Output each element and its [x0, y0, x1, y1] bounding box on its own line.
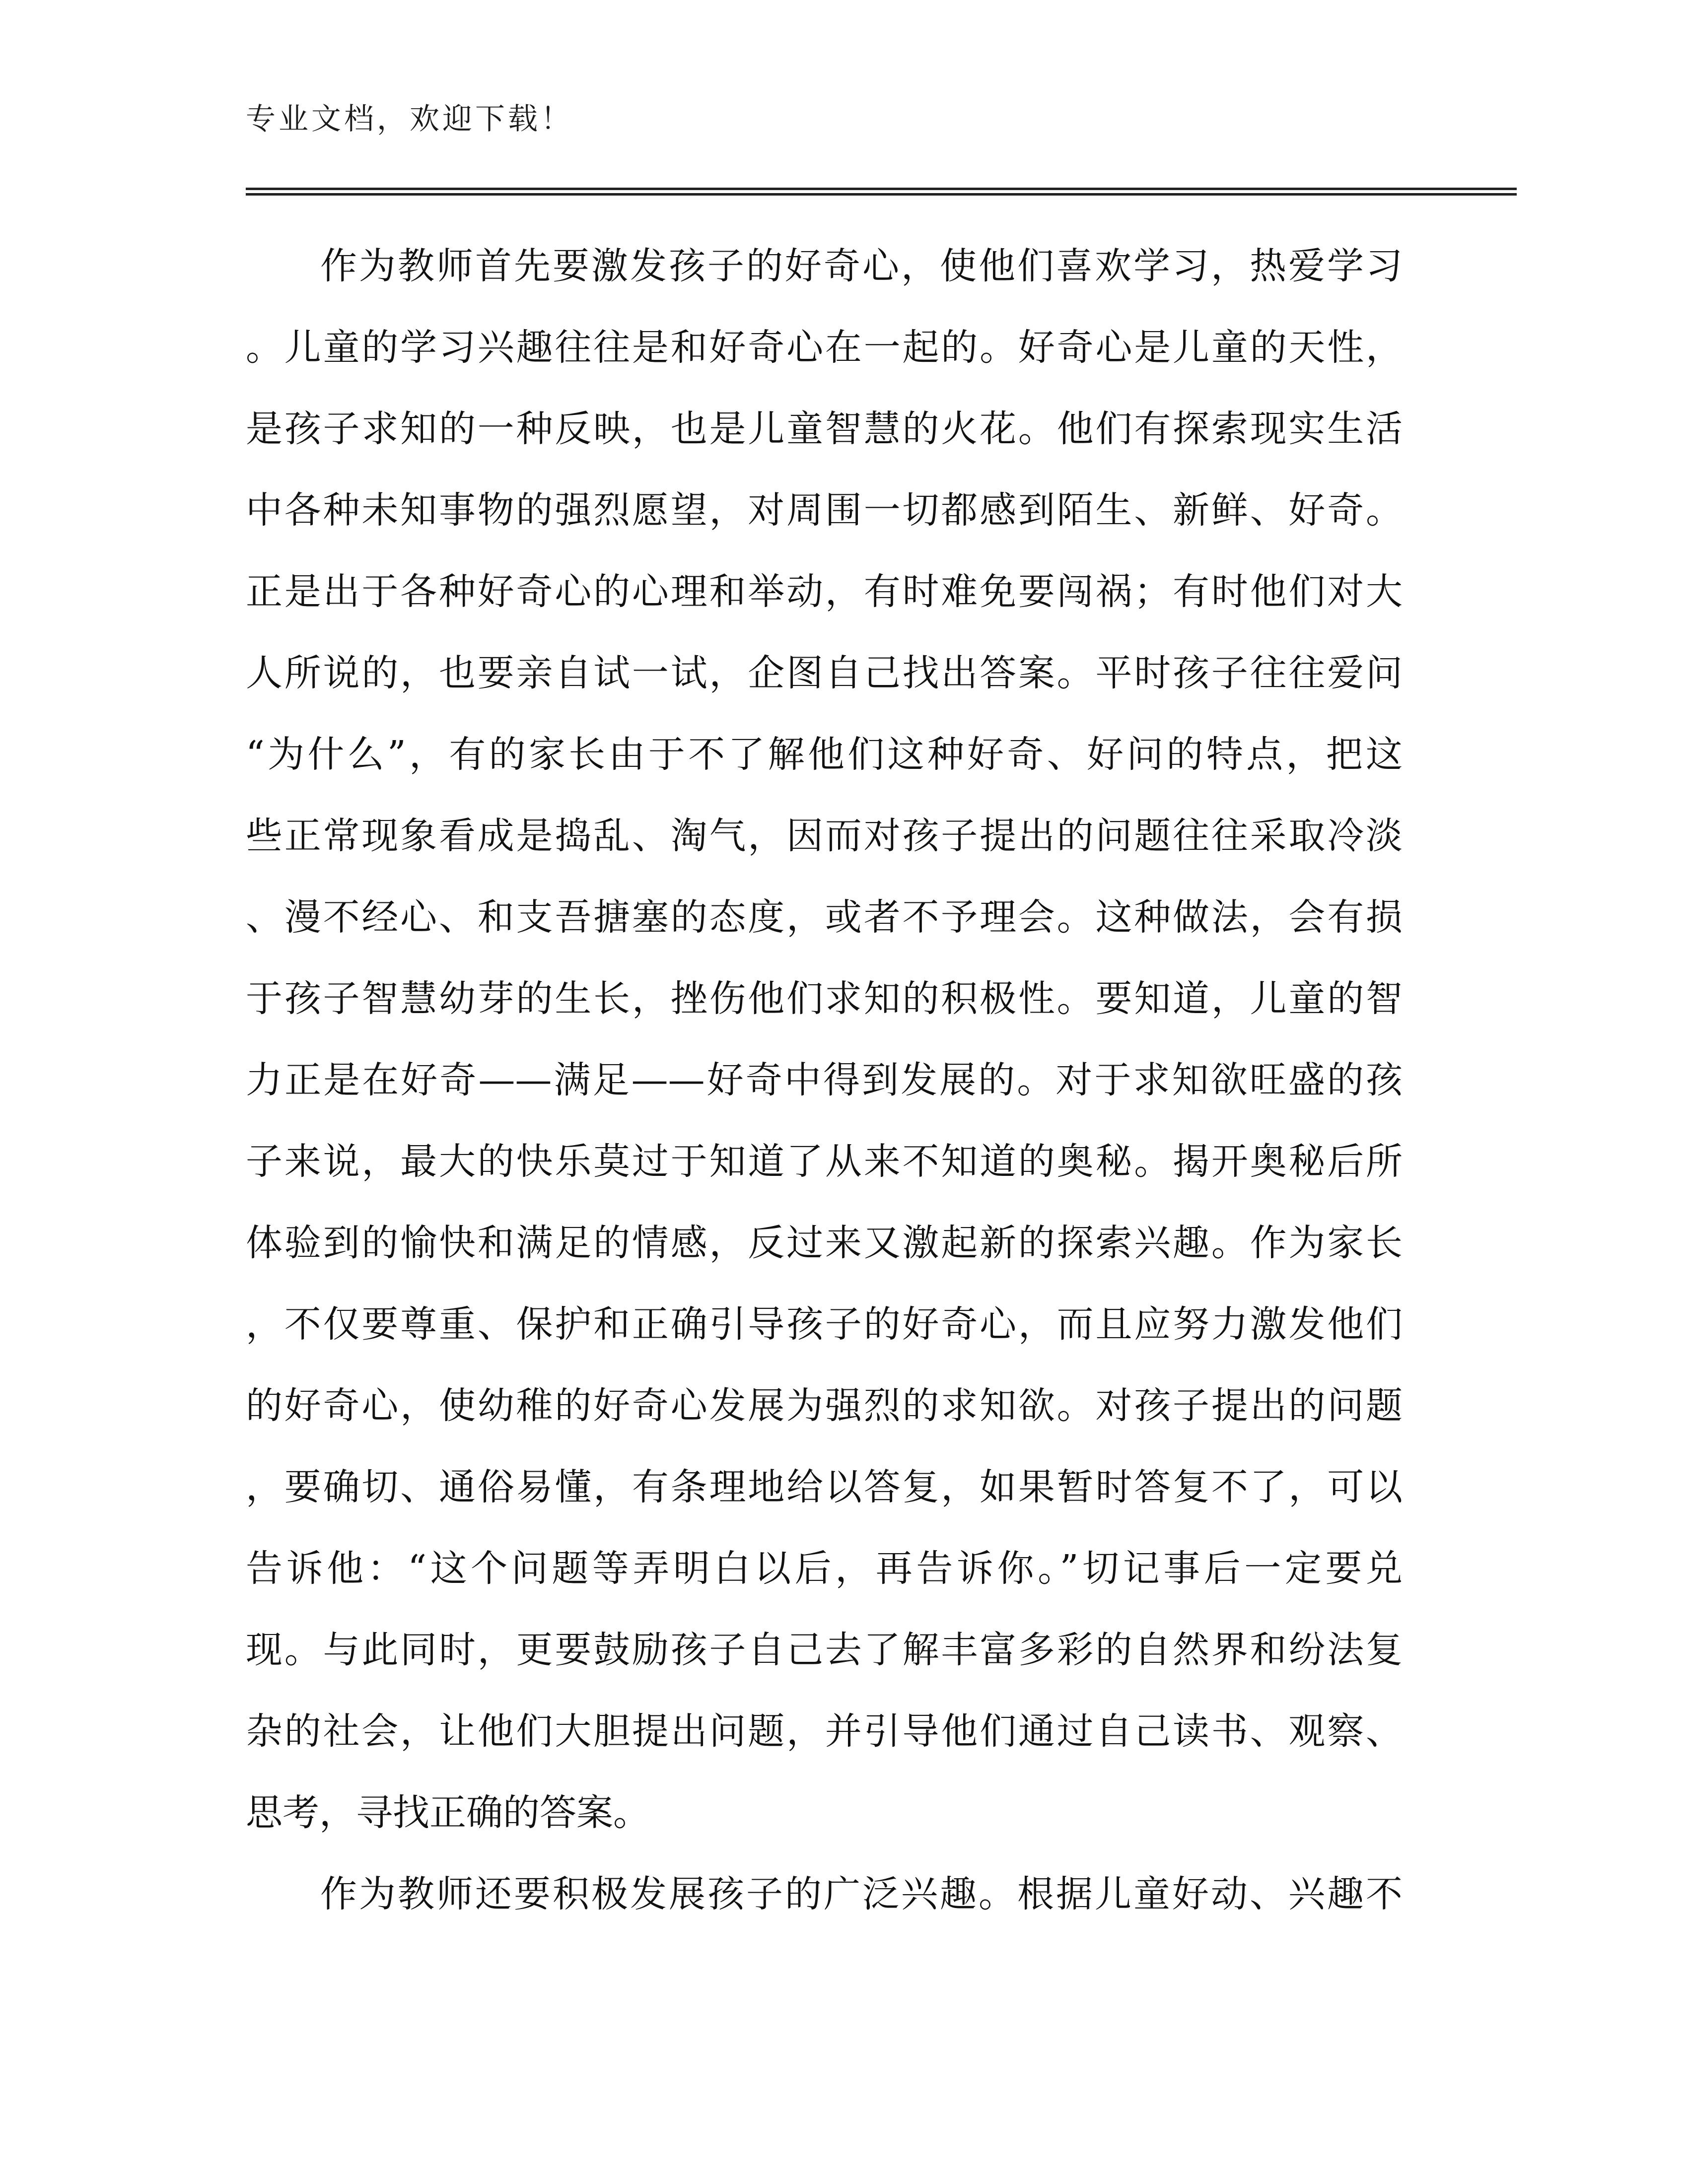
paragraph-2-line-1: 作为教师还要积极发展孩子的广泛兴趣。根据儿童好动、兴趣不: [320, 1873, 1403, 1915]
paragraph-1-line-2: 。儿童的学习兴趣往往是和好奇心在一起的。好奇心是儿童的天性，: [246, 326, 1403, 369]
paragraph-1-line-16: ，要确切、通俗易懂，有条理地给以答复，如果暂时答复不了，可以: [246, 1466, 1403, 1508]
paragraph-1-line-11: 力正是在好奇——满足——好奇中得到发展的。对于求知欲旺盛的孩: [246, 1059, 1403, 1101]
paragraph-1-line-17: 告诉他：“这个问题等弄明白以后，再告诉你。”切记事后一定要兑: [246, 1547, 1403, 1590]
paragraph-1-line-19: 杂的社会，让他们大胆提出问题，并引导他们通过自己读书、观察、: [246, 1710, 1403, 1753]
paragraph-1-line-12: 子来说，最大的快乐莫过于知道了从来不知道的奥秘。揭开奥秘后所: [246, 1140, 1403, 1183]
paragraph-1-line-20: 思考，寻找正确的答案。: [246, 1791, 650, 1834]
paragraph-1-line-10: 于孩子智慧幼芽的生长，挫伤他们求知的积极性。要知道，儿童的智: [246, 977, 1403, 1020]
paragraph-1-line-4: 中各种未知事物的强烈愿望，对周围一切都感到陌生、新鲜、好奇。: [246, 489, 1403, 532]
paragraph-1-line-6: 人所说的，也要亲自试一试，企图自己找出答案。平时孩子往往爱问: [246, 652, 1403, 694]
paragraph-1-line-9: 、漫不经心、和支吾搪塞的态度，或者不予理会。这种做法，会有损: [246, 896, 1403, 939]
paragraph-1-line-13: 体验到的愉快和满足的情感，反过来又激起新的探索兴趣。作为家长: [246, 1222, 1403, 1264]
header-divider-bottom: [246, 193, 1517, 196]
paragraph-1-line-1: 作为教师首先要激发孩子的好奇心，使他们喜欢学习，热爱学习: [320, 245, 1403, 287]
header-divider-top: [246, 188, 1517, 190]
paragraph-1-line-14: ，不仅要尊重、保护和正确引导孩子的好奇心，而且应努力激发他们: [246, 1303, 1403, 1346]
paragraph-1-line-5: 正是出于各种好奇心的心理和举动，有时难免要闯祸；有时他们对大: [246, 570, 1403, 613]
paragraph-1-line-18: 现。与此同时，更要鼓励孩子自己去了解丰富多彩的自然界和纷法复: [246, 1629, 1403, 1671]
paragraph-1-line-3: 是孩子求知的一种反映，也是儿童智慧的火花。他们有探索现实生活: [246, 408, 1403, 450]
document-header: 专业文档，欢迎下载！: [246, 102, 573, 136]
paragraph-1-line-8: 些正常现象看成是捣乱、淘气，因而对孩子提出的问题往往采取冷淡: [246, 815, 1403, 857]
paragraph-1-line-7: “为什么”，有的家长由于不了解他们这种好奇、好问的特点，把这: [246, 733, 1403, 776]
paragraph-1-line-15: 的好奇心，使幼稚的好奇心发展为强烈的求知欲。对孩子提出的问题: [246, 1384, 1403, 1427]
